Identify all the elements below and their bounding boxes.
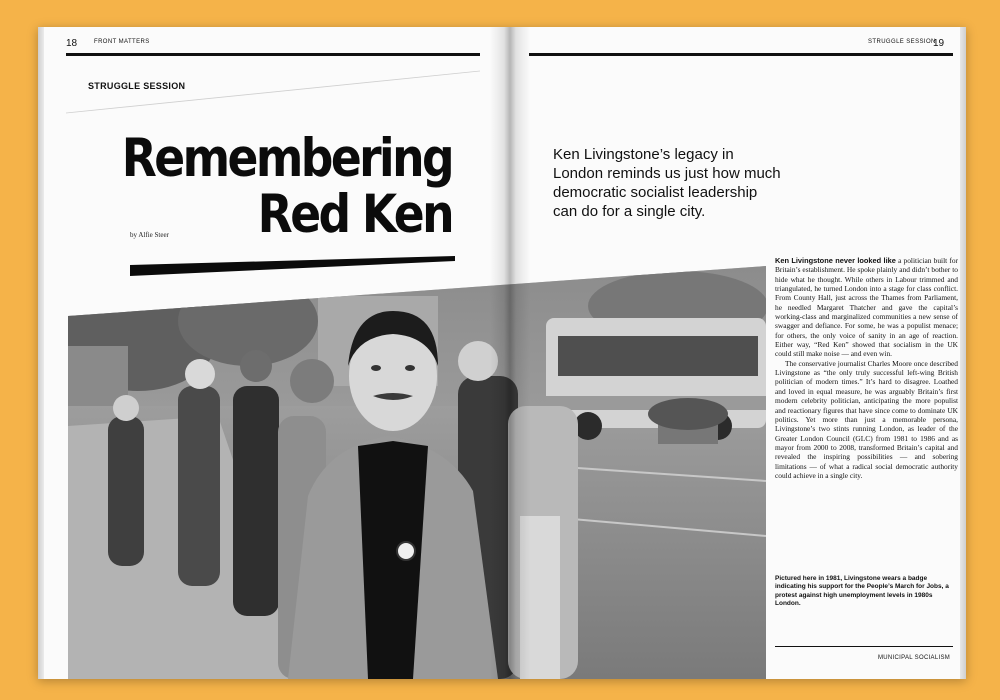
left-page-number: 18 xyxy=(66,38,78,49)
byline: by Alfie Steer xyxy=(130,231,169,239)
left-section-label: FRONT MATTERS xyxy=(94,39,150,45)
footer-rule xyxy=(775,646,953,647)
feature-photo xyxy=(68,266,766,679)
title-line-1: Remembering xyxy=(121,128,452,189)
photo-illustration xyxy=(68,266,766,679)
right-header-rule xyxy=(529,53,953,56)
body-text-column xyxy=(775,256,958,480)
right-page-number: 19 xyxy=(933,38,945,49)
body-lead-in: Ken Livingstone never looked like xyxy=(775,256,896,265)
title-line-2: Red Ken xyxy=(257,184,452,245)
body-paragraph-1-text: a politician built for Britain’s establishment. He spoke plainly and didn’t bother to hide what he thought. While others in Labour trimmed and triangulated, he turned London into a stage for class conflict. From County Hall, just across the Thames from Parliament, he needled Margaret Thatcher and gave the capital’s working-class and marginalized communities a new sense of swagger and defiance. For some, he was a populist menace; for others, the only voice of sanity in an age of reaction. Either way, “Red Ken” showed that socialism in the UK could still make noise — and even win. xyxy=(775,256,958,359)
kicker-label: STRUGGLE SESSION xyxy=(88,81,186,91)
body-paragraph-1 xyxy=(775,256,958,359)
right-section-label: STRUGGLE SESSION xyxy=(868,39,936,45)
standfirst: Ken Livingstone’s legacy in London reminds us just how much democratic socialist leadership can do for a single city. xyxy=(553,146,781,220)
right-page-edge xyxy=(960,27,966,679)
footer-section-label: MUNICIPAL SOCIALISM xyxy=(878,655,951,661)
body-paragraph-2: The conservative journalist Charles Moore once described Livingstone as “the only truly successful left-wing British politician of modern times.” It’s hard to disagree. Loathed and loved in equal measure, he was arguably Britain’s first modern celebrity politician, anticipating the more populist and reactionary figures that have since come to dominate UK politics. Yet more than just a memorable persona, Livingstone’s two stints running London, as leader of the Greater London Council (GLC) from 1981 to 1986 and as mayor from 2000 to 2008, transformed Britain’s capital and revealed the inspiring possibilities — and sobering limitations — of what a radical social democratic authority could achieve in a single city. xyxy=(775,358,958,480)
photo-caption: Pictured here in 1981, Livingstone wears a badge indicating his support for the People’s March for Jobs, a protest against high unemployment levels in 1980s London. xyxy=(775,575,949,607)
title-underline-wedge xyxy=(38,27,508,287)
magazine-spread xyxy=(38,27,966,679)
